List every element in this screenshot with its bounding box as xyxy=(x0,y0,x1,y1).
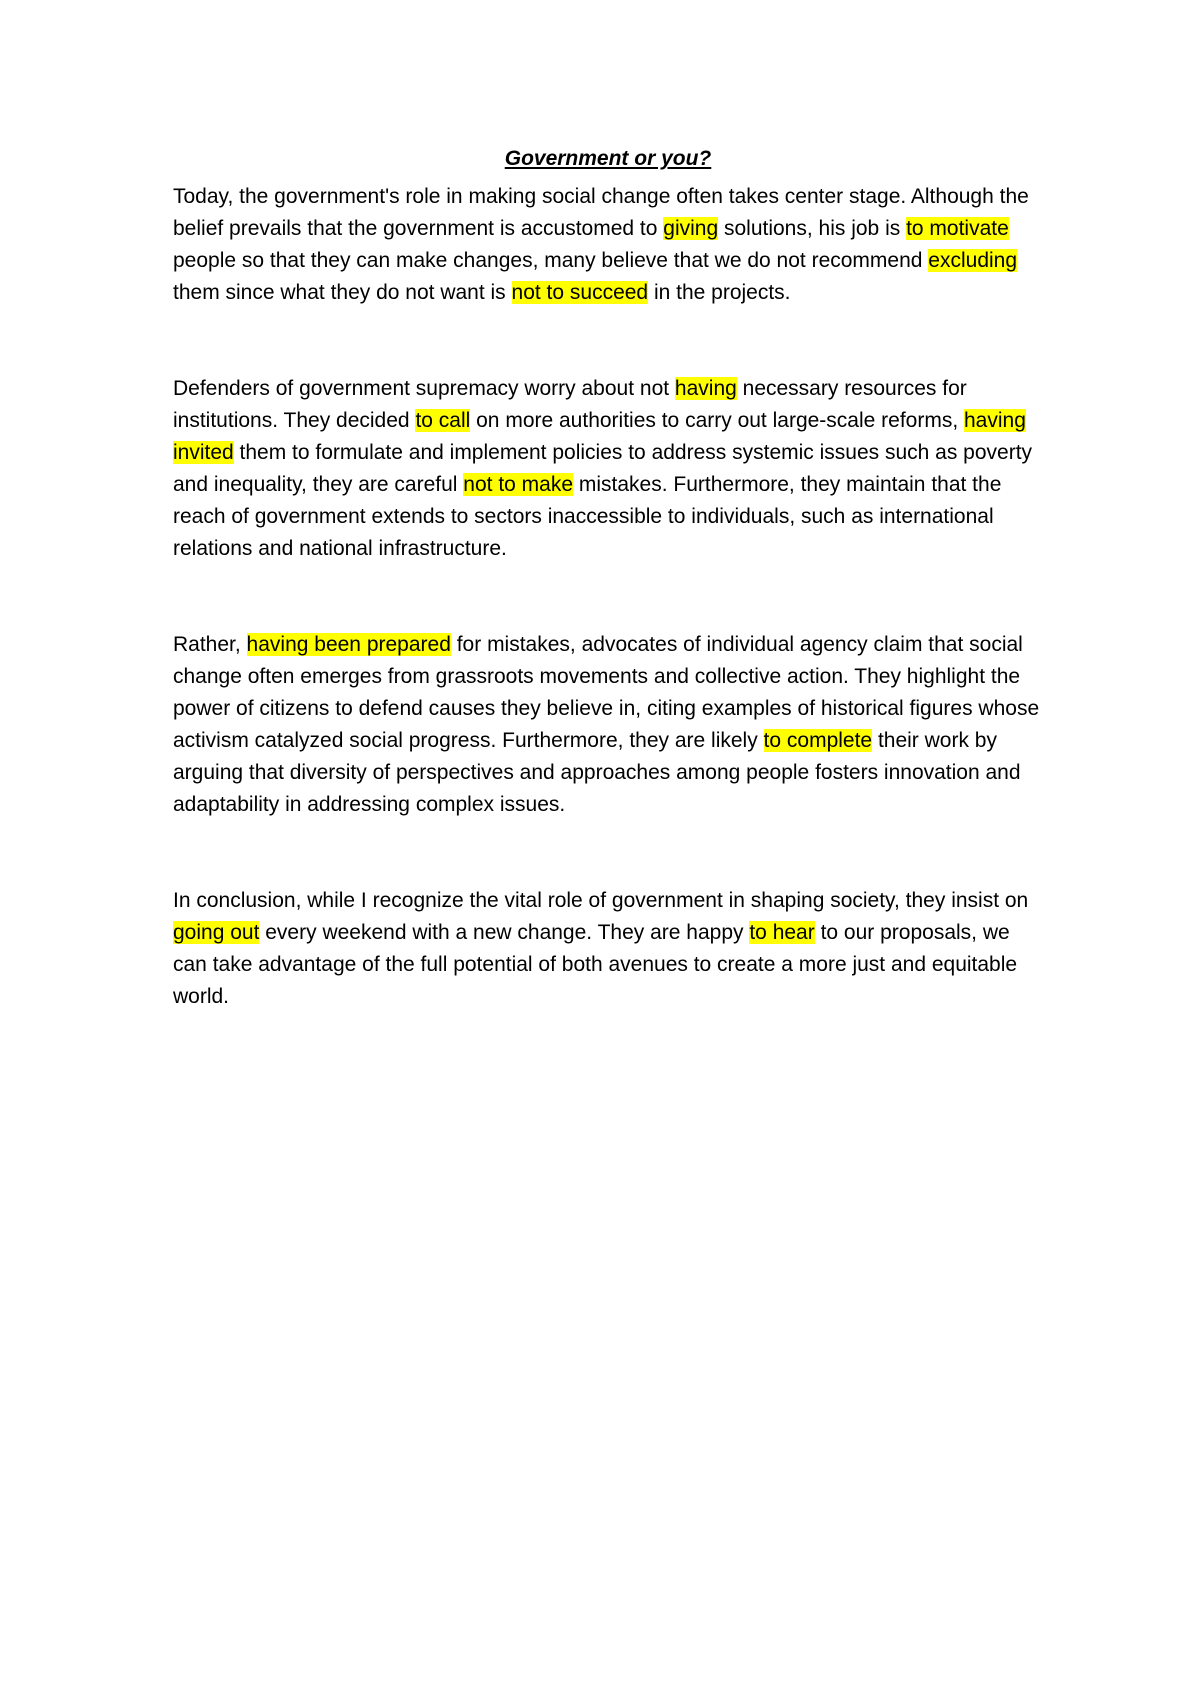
text-segment: in the projects. xyxy=(648,281,791,304)
document-body xyxy=(173,143,1043,1077)
document-title: Government or you? xyxy=(504,147,712,170)
highlighted-phrase: not to succeed xyxy=(511,281,649,304)
text-segment: Rather, xyxy=(173,633,247,656)
text-segment: solutions, his job is xyxy=(718,217,907,240)
highlighted-phrase: excluding xyxy=(928,249,1018,272)
text-segment: every weekend with a new change. They are happy xyxy=(259,921,750,944)
text-segment: them since what they do not want is xyxy=(173,281,512,304)
text-segment: people so that they can make changes, many believe that we do not recommend xyxy=(173,249,929,272)
highlighted-phrase: having xyxy=(674,377,737,400)
highlighted-phrase: having invited xyxy=(173,409,1026,464)
text-segment: mistakes. Furthermore, they maintain that the reach of government extends to sectors inaccessible to individuals, such as international relations and national infrastructure. xyxy=(173,473,1002,560)
highlighted-phrase: not to make xyxy=(463,473,574,496)
highlighted-phrase: to motivate xyxy=(906,217,1009,240)
paragraph-4 xyxy=(173,885,1043,1013)
text-segment: necessary resources for institutions. They decided xyxy=(173,377,967,432)
text-segment: Today, the government's role in making social change often takes center stage. Although the belief prevails that the government is accustomed to xyxy=(173,185,1029,240)
paragraph-list xyxy=(173,181,1043,1013)
highlighted-phrase: having been prepared xyxy=(246,633,451,656)
paragraph-1 xyxy=(173,181,1043,309)
highlighted-phrase: to call xyxy=(415,409,471,432)
text-segment: to our proposals, we can take advantage of the full potential of both avenues to create a more just and equitable world. xyxy=(173,921,1018,1008)
text-segment: them to formulate and implement policies to address systemic issues such as poverty and inequality, they are careful xyxy=(173,441,1033,496)
text-segment: Defenders of government supremacy worry about not xyxy=(173,377,675,400)
highlighted-phrase: to hear xyxy=(749,921,815,944)
paragraph-2 xyxy=(173,373,1043,565)
highlighted-phrase: to complete xyxy=(763,729,873,752)
text-segment: for mistakes, advocates of individual agency claim that social change often emerges from grassroots movements and collective action. They highlight the power of citizens to defend causes they believe in, citing examples of historical figures whose activism catalyzed social progress. Furthermore, they are likely xyxy=(173,633,1040,752)
text-segment: their work by arguing that diversity of perspectives and approaches among people fosters innovation and adaptability in addressing complex issues. xyxy=(173,729,1021,816)
text-segment: on more authorities to carry out large-scale reforms, xyxy=(470,409,964,432)
paragraph-3 xyxy=(173,629,1043,821)
text-segment: In conclusion, while I recognize the vital role of government in shaping society, they insist on xyxy=(173,889,1029,912)
highlighted-phrase: giving xyxy=(663,217,719,240)
highlighted-phrase: going out xyxy=(173,921,260,944)
